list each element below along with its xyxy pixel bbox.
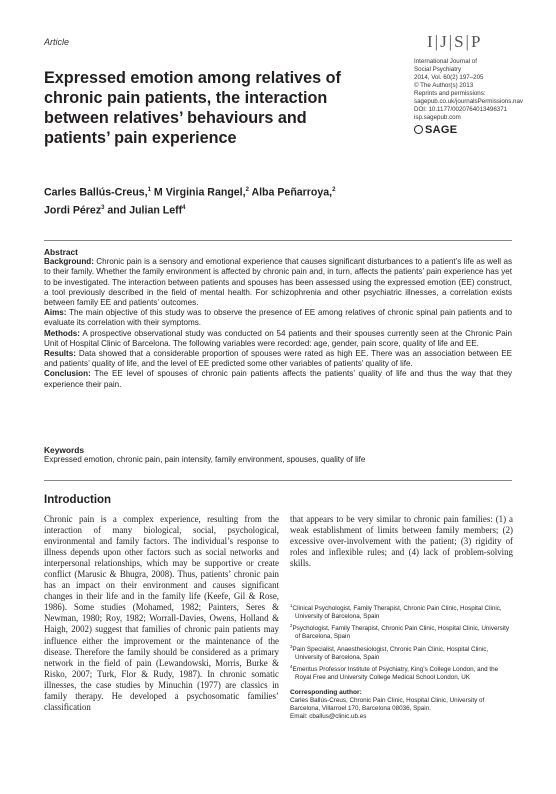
author-affil-mark: 4 <box>182 204 186 211</box>
author-name: Jordi Pérez <box>44 204 102 217</box>
body-column-left <box>44 514 279 713</box>
meta-line: sagepub.co.uk/journalsPermissions.nav <box>414 98 524 105</box>
section-divider <box>44 240 512 241</box>
meta-line: © The Author(s) 2013 <box>414 82 474 89</box>
meta-line: 2014, Vol. 60(2) 197–205 <box>414 74 484 81</box>
author-name: Carles Ballús-Creus, <box>44 186 148 199</box>
corresponding-heading: Corresponding author: <box>290 689 362 696</box>
body-column-right <box>290 514 513 569</box>
author-name: and Julian Leff <box>104 204 183 217</box>
meta-line: International Journal of <box>414 58 477 65</box>
affiliations <box>290 602 513 683</box>
abstract-heading: Abstract <box>44 247 78 257</box>
author-affil-mark: 1 <box>147 187 151 193</box>
affiliation-item: $^3$Pain Specialist, Anaesthesiologist, Chronic Pain Clinic, Hospital Clinic, University of Barcelona, Spain <box>290 643 489 661</box>
author-name: M Virginia Rangel, <box>150 186 246 199</box>
abstract-aims: Aims: The main objective of this study was to observe the presence of EE among relatives of chronic spinal pain patients and to evaluate its correlation with their symptoms. <box>44 308 512 328</box>
corresponding-author <box>290 689 513 721</box>
affiliation-item: $^2$Psychologist, Family Therapist, Chronic Pain Clinic, Hospital Clinic, University of Barcelona, Spain <box>290 623 510 641</box>
body-paragraph: Chronic pain is a complex experience, resulting from the interaction of many biological, social, psychological, environmental and family factors. The individual’s response to illness depends upon other factors such as social networks and interpersonal relationships, which may be supportive or create conflict (Marusic & Bhugra, 2008). Thus, patients’ chronic pain has an impact on their environment and causes significant changes in their life and in the family life (Keefe, Gil & Rose, 1986). Some studies (Mohamed, 1982; Painters, Seres & Newman, 1980; Roy, 1982; Worrall-Davies, Owens, Holland & Haigh, 2002) suggest that families of chronic pain patients may influence either the improvement or the maintenance of the disease. Therefore the family should be considered as a primary network in the field of pain (Lewandowski, Morris, Burke & Risko, 2007; Turk, Flor & Rudy, 1987). In chronic somatic illnesses, the case studies by Minuchin (1977) are classics in family therapy. He developed a psychosomatic families’ classification <box>44 514 279 712</box>
meta-line: isp.sagepub.com <box>414 114 461 121</box>
journal-logo: I|J|S|P <box>427 32 483 51</box>
article-type-label: Article <box>44 37 70 47</box>
author-name: Alba Peñarroya, <box>248 186 333 199</box>
sage-logo-icon <box>414 125 423 134</box>
author-affil-mark: 2 <box>332 187 336 193</box>
journal-metadata <box>414 58 546 134</box>
keywords-text: Expressed emotion, chronic pain, pain intensity, family environment, spouses, quality of life <box>44 455 366 464</box>
publisher-name: SAGE <box>425 124 458 136</box>
author-list <box>44 183 384 218</box>
abstract-results: Results: Data showed that a considerable proportion of spouses were rated as high EE. There was an association between EE and patients’ quality of life, and the level of EE predicted some other variables of patients’ quality of life. <box>44 349 512 369</box>
meta-line: Reprints and permissions: <box>414 90 486 97</box>
meta-line: DOI: 10.1177/0020764013496371 <box>414 106 508 113</box>
meta-line: Social Psychiatry <box>414 66 462 73</box>
keywords-heading: Keywords <box>44 445 85 455</box>
body-paragraph: that appears to be very similar to chronic pain families: (1) a weak establishment of limits between family members; (2) excessive over-involvement with the patient; (3) rigidity of roles and inflexible rules; and (4) lack of problem-solving skills. <box>290 514 513 569</box>
author-affil-mark: 3 <box>101 204 105 211</box>
keywords <box>44 445 512 465</box>
section-divider <box>44 480 512 481</box>
section-heading: Introduction <box>44 494 112 506</box>
corresponding-email[interactable]: Email: cballus@clinic.ub.es <box>290 713 367 721</box>
paper-title: Expressed emotion among relatives of chronic pain patients, the interaction between relatives’ behaviours and patients’ pain experience <box>44 69 341 147</box>
affiliation-item: $^1$Clinical Psychologist, Family Therapist, Chronic Pain Clinic, Hospital Clinic, University of Barcelona, Spain <box>290 603 502 621</box>
abstract-background: Background: Chronic pain is a sensory and emotional experience that causes significant disturbances to a patient’s life as well as to their family. Whether the family environment is affected by chronic pain and, in turn, affects the patients’ pain experience has yet to be investigated. The interaction between patients and spouses has been assessed using the expressed emotion (EE) construct, a tool previously described in the field of mental health. For schizophrenia and other psychiatric illnesses, a correlation exists between family EE and patients’ outcomes. <box>44 257 512 308</box>
publisher-logo <box>414 125 546 134</box>
abstract <box>44 247 512 390</box>
affiliation-item: $^4$Emeritus Professor Institute of Psychiatry, King’s College London, and the Royal Free and University College Medical School London, UK <box>290 663 499 682</box>
abstract-conclusion: Conclusion: The EE level of spouses of chronic pain patients affects the patients’ quality of life and thus the way that they experience their pain. <box>44 369 512 389</box>
abstract-methods: Methods: A prospective observational study was conducted on 54 patients and their spouses currently seen at the Chronic Pain Unit of Hospital Clinic of Barcelona. The following variables were recorded: age, gender, pain score, quality of life and EE. <box>44 328 512 348</box>
corresponding-address: Carles Ballús-Creus, Chronic Pain Clinic, Hospital Clinic, University of Barcelona, Villarroel 170, Barcelona 08036, Spain. <box>290 697 485 713</box>
author-affil-mark: 2 <box>245 187 249 193</box>
